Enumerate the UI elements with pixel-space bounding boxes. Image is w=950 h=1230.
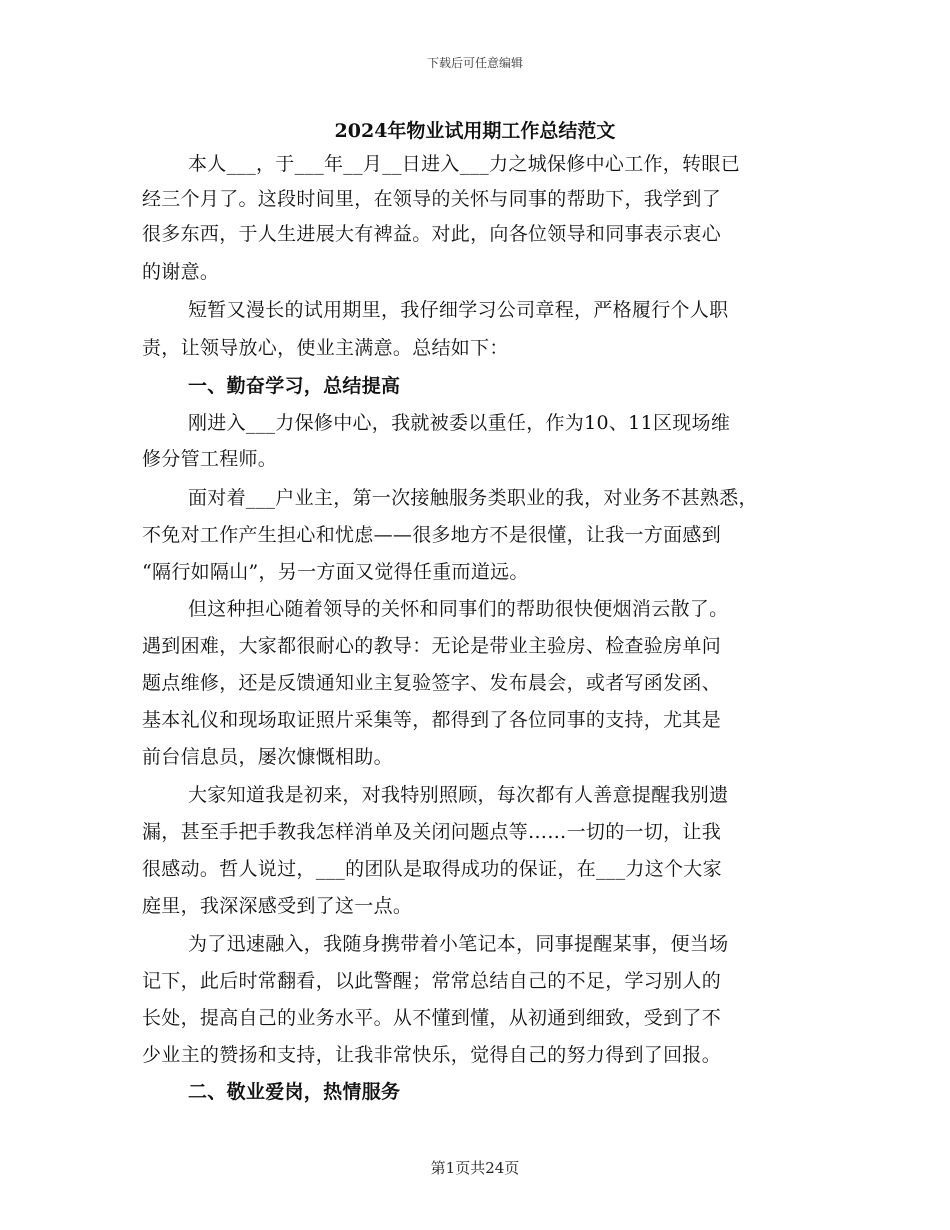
body-line: 本人___，于___年__月__日进入___力之城保修中心工作，转眼已 <box>188 153 741 175</box>
body-line: 修分管工程师。 <box>142 448 278 470</box>
body-line: 长处，提高自己的业务水平。从不懂到懂，从初通到细致，受到了不 <box>142 1007 722 1029</box>
body-line: 不免对工作产生担心和忧虑——很多地方不是很懂，让我一方面感到 <box>142 524 722 546</box>
body-line: 遇到困难，大家都很耐心的教导：无论是带业主验房、检查验房单问 <box>142 635 722 657</box>
body-line: 为了迅速融入，我随身携带着小笔记本，同事提醒某事，便当场 <box>188 933 729 955</box>
section-heading: 一、勤奋学习，总结提高 <box>188 375 401 397</box>
body-line: 面对着___户业主，第一次接触服务类职业的我，对业务不甚熟悉， <box>188 487 758 509</box>
body-line: 刚进入___力保修中心，我就被委以重任，作为10、11区现场维 <box>188 412 731 434</box>
body-line: 但这种担心随着领导的关怀和同事们的帮助很快便烟消云散了。 <box>188 598 729 620</box>
body-line: 经三个月了。这段时间里，在领导的关怀与同事的帮助下，我学到了 <box>142 188 722 210</box>
body-line: 少业主的赞扬和支持，让我非常快乐，觉得自己的努力得到了回报。 <box>142 1044 722 1066</box>
body-line: 责，让领导放心，使业主满意。总结如下： <box>142 337 509 359</box>
section-heading: 二、敬业爱岗，热情服务 <box>188 1081 401 1103</box>
body-line: 大家知道我是初来，对我特别照顾，每次都有人善意提醒我别遗 <box>188 784 729 806</box>
header-note: 下载后可任意编辑 <box>426 56 523 70</box>
body-line: 前台信息员，屡次慷慨相助。 <box>142 746 393 768</box>
body-line: 题点维修，还是反馈通知业主复验签字、发布晨会，或者写函发函、 <box>142 672 722 694</box>
document-title: 2024年物业试用期工作总结范文 <box>334 120 616 142</box>
page-footer: 第1页共24页 <box>430 1159 520 1177</box>
body-line: 记下，此后时常翻看，以此警醒；常常总结自己的不足，学习别人的 <box>142 970 722 992</box>
body-line: 很多东西，于人生进展大有裨益。对此，向各位领导和同事表示衷心 <box>142 223 722 245</box>
body-line: 很感动。哲人说过，___的团队是取得成功的保证，在___力这个大家 <box>142 858 722 880</box>
body-line: 短暂又漫长的试用期里，我仔细学习公司章程，严格履行个人职 <box>188 299 729 321</box>
body-line: “隔行如隔山”，另一方面又觉得任重而道远。 <box>142 561 529 583</box>
body-line: 漏，甚至手把手教我怎样消单及关闭问题点等……一切的一切，让我 <box>142 821 722 843</box>
body-line: 的谢意。 <box>142 261 220 283</box>
body-line: 庭里，我深深感受到了这一点。 <box>142 895 413 917</box>
body-line: 基本礼仪和现场取证照片采集等，都得到了各位同事的支持，尤其是 <box>142 709 722 731</box>
